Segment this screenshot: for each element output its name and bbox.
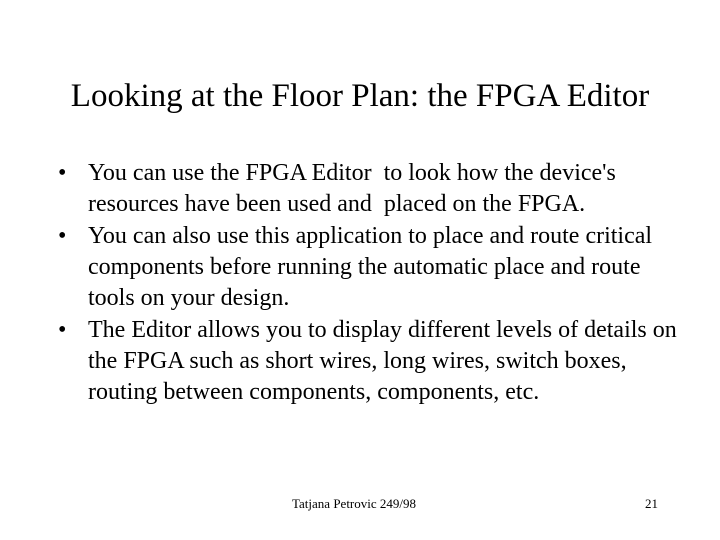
- bullet-text: You can also use this application to place and route critical components before running the automatic place and route tools on your design.: [88, 223, 653, 311]
- footer-author: Tatjana Petrovic 249/98: [292, 496, 417, 511]
- bullet-text: You can use the FPGA Editor to look how the device's resources have been used and placed on the FPGA.: [88, 160, 622, 217]
- bullet-item-1: [58, 158, 678, 220]
- bullet-marker: •: [58, 223, 67, 249]
- bullet-text: The Editor allows you to display different levels of details on the FPGA such as short wires, long wires, switch boxes, routing between components, components, etc.: [88, 317, 677, 405]
- bullet-item-2: [58, 221, 678, 314]
- bullet-item-3: [58, 315, 678, 408]
- bullet-marker: •: [58, 317, 67, 343]
- bullet-marker: •: [58, 160, 67, 186]
- slide-title: Looking at the Floor Plan: the FPGA Editor: [70, 78, 650, 114]
- page-number: 21: [645, 496, 658, 511]
- bullet-list: [58, 158, 678, 409]
